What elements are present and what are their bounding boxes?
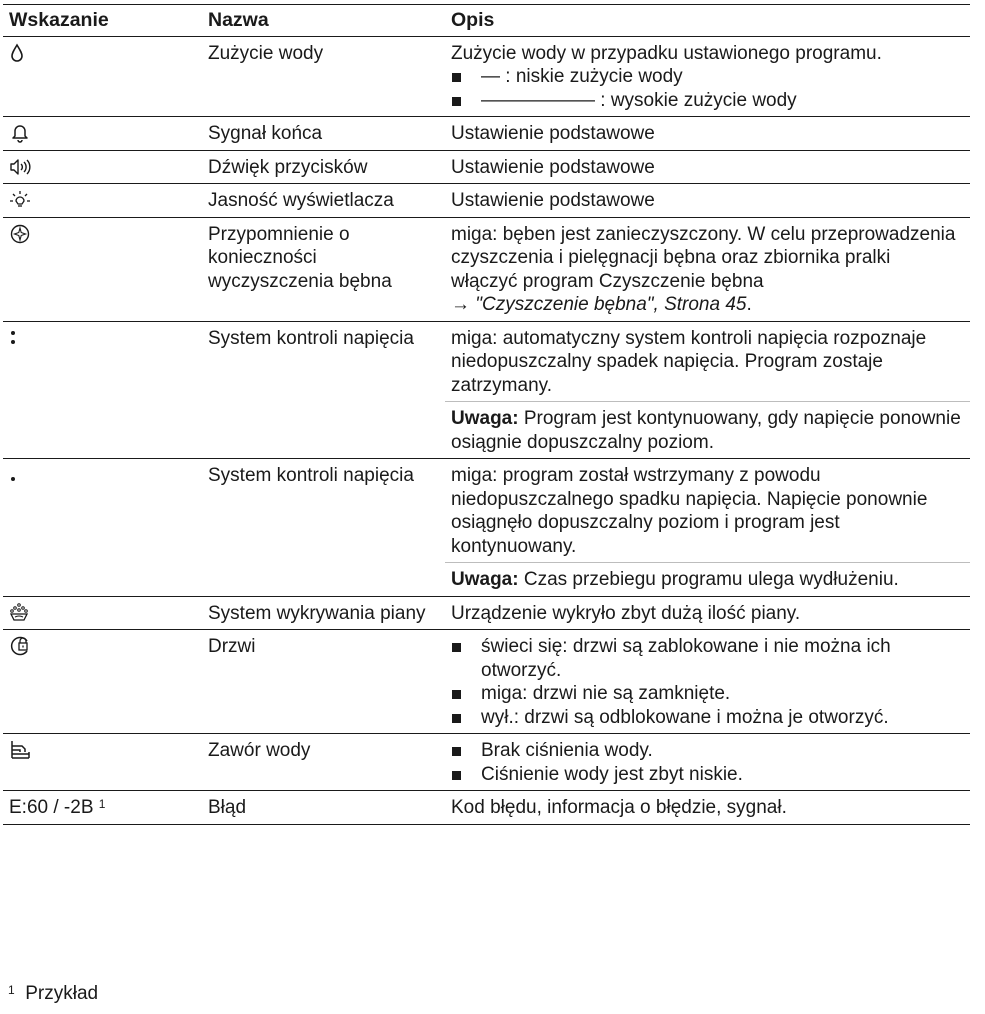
page-reference-link[interactable]: "Czyszczenie bębna", Strona 45	[475, 294, 747, 315]
table-row	[3, 36, 970, 117]
list-item: wył.: drzwi są odblokowane i można je otworzyć.	[451, 706, 962, 730]
brightness-icon	[9, 189, 35, 211]
description-cell: Ustawienie podstawowe	[451, 156, 655, 178]
indicator-cell	[3, 184, 202, 218]
name-cell: Przypomnienie o konieczności wyczyszczenia bębna	[208, 223, 392, 292]
description-cell	[445, 630, 970, 734]
table-row	[3, 459, 970, 563]
note-text: Program jest kontynuowany, gdy napięcie ponownie osiągnie dopuszczalny poziom.	[451, 408, 961, 453]
description-cell: Urządzenie wykryło zbyt dużą ilość piany.	[451, 602, 801, 624]
description-text: Zużycie wody w przypadku ustawionego programu.	[451, 42, 882, 64]
header-indicator: Wskazanie	[9, 9, 109, 31]
description-cell: Ustawienie podstawowe	[451, 123, 655, 144]
note-label: Uwaga:	[451, 408, 519, 429]
name-cell: Drzwi	[208, 636, 256, 657]
description-cell	[445, 217, 970, 321]
table-row	[3, 150, 970, 184]
table-row	[3, 596, 970, 630]
bullet-list	[451, 635, 962, 729]
table-row	[3, 321, 970, 402]
table-row	[3, 217, 970, 321]
description-cell: Kod błędu, informacja o błędzie, sygnał.	[451, 797, 787, 818]
indicator-cell	[3, 459, 202, 597]
indicator-cell	[3, 321, 202, 459]
name-cell: System kontroli napięcia	[202, 321, 445, 459]
name-cell: Zawór wody	[208, 740, 311, 761]
description-cell	[445, 734, 970, 791]
footnote-ref: 1	[98, 797, 106, 811]
footnote	[8, 982, 98, 1006]
header-description: Opis	[451, 9, 495, 31]
list-item: miga: drzwi nie są zamknięte.	[451, 682, 962, 706]
note-cell	[445, 402, 970, 459]
dot-icon	[9, 464, 35, 486]
table-row	[3, 791, 970, 825]
indicator-cell	[3, 150, 202, 184]
table-row	[3, 184, 970, 218]
indicator-cell	[3, 791, 202, 825]
water-drop-icon	[9, 42, 35, 64]
table-row	[3, 630, 970, 734]
reference-end: .	[746, 294, 752, 315]
footnote-text: Przykład	[25, 983, 99, 1004]
name-cell: Błąd	[208, 797, 247, 818]
indicator-cell	[3, 36, 202, 117]
table-header-row	[3, 5, 970, 37]
indicator-cell	[3, 630, 202, 734]
water-tap-icon	[9, 739, 35, 761]
colon-icon	[9, 327, 35, 349]
table-row	[3, 734, 970, 791]
name-cell: Sygnał końca	[208, 123, 323, 144]
bell-icon	[9, 122, 35, 144]
name-cell: Dźwięk przycisków	[208, 156, 368, 178]
header-name: Nazwa	[208, 9, 269, 31]
description-text: miga: bęben jest zanieczyszczony. W celu przeprowadzenia czyszczenia i pielęgnacji bębna oraz zbiornika pralki włączyć program Czyszczenie bębna	[451, 223, 956, 292]
indicator-cell	[3, 734, 202, 791]
indicator-cell	[3, 217, 202, 321]
footnote-marker: 1	[8, 983, 15, 997]
name-cell: Jasność wyświetlacza	[208, 190, 394, 211]
list-item: — : niskie zużycie wody	[451, 65, 962, 89]
note-text: Czas przebiegu programu ulega wydłużeniu.	[523, 569, 899, 590]
list-item: świeci się: drzwi są zablokowane i nie można ich otworzyć.	[451, 635, 962, 682]
list-item: Brak ciśnienia wody.	[451, 739, 962, 763]
bullet-list	[451, 65, 962, 112]
reference-arrow: →	[451, 294, 470, 315]
name-cell: System kontroli napięcia	[202, 459, 445, 597]
door-lock-icon	[9, 635, 35, 657]
table-row	[3, 117, 970, 151]
speaker-icon	[9, 156, 35, 178]
list-item: Ciśnienie wody jest zbyt niskie.	[451, 763, 962, 787]
indicator-table	[3, 4, 970, 825]
foam-icon	[9, 602, 35, 624]
drum-clean-icon	[9, 223, 35, 245]
description-cell: Ustawienie podstawowe	[451, 190, 655, 211]
indicator-cell	[3, 596, 202, 630]
description-cell: miga: program został wstrzymany z powodu niedopuszczalnego spadku napięcia. Napięcie ponownie osiągnęło dopuszczalny poziom i program jest kontynuowany.	[451, 465, 928, 557]
description-cell	[445, 36, 970, 117]
indicator-cell	[3, 117, 202, 151]
description-cell: miga: automatyczny system kontroli napięcia rozpoznaje niedopuszczalny spadek napięcia. Program zostaje zatrzymany.	[451, 327, 927, 396]
note-label: Uwaga:	[451, 569, 519, 590]
error-code-text: E:60 / -2B	[9, 797, 94, 818]
name-cell: Zużycie wody	[208, 42, 324, 64]
name-cell: System wykrywania piany	[208, 602, 426, 624]
bullet-list	[451, 739, 962, 786]
list-item: —————— : wysokie zużycie wody	[451, 89, 962, 113]
note-cell	[445, 563, 970, 597]
